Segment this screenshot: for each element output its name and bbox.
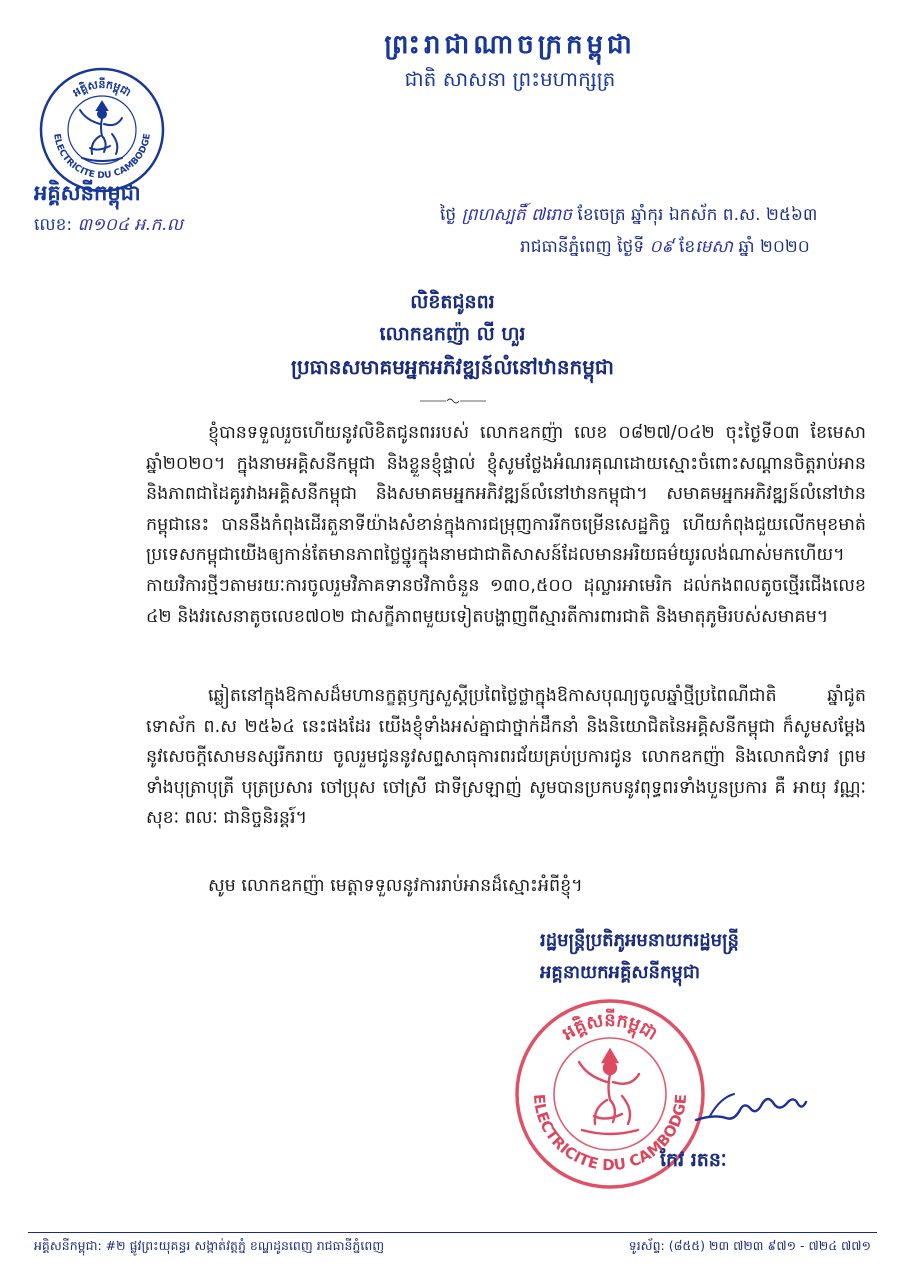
solar-month: មេសា [695,237,733,257]
signer-name: កែវ រតនៈ [660,1149,727,1171]
footer-phone: ទូរស័ព្ទ: (៨៥៥) ២៣ ៧២៣ ៩៧១ - ៧២៤ ៧៧១ [628,1238,871,1253]
solar-year: ឆ្នាំ ២០២០ [738,237,810,257]
logo-bottom-text: ELECTRICITE DU CAMBODGE [51,132,153,182]
letter-type: លិខិតជូនពរ [410,291,495,313]
footer-address: អគ្គិសនីកម្ពុជា: #២ ផ្លូវព្រះយុគន្ធរ សង្កាត់វត្តភ្នំ ខណ្ឌដូនពេញ រាជធានីភ្នំពេញ [34,1238,385,1253]
lunar-date-rest: ខែចេត្រ ឆ្នាំកុរ ឯកស័ក ព.ស. ២៥៦៣ [577,205,818,225]
solar-date-prefix: រាជធានីភ្នំពេញ ថ្ងៃទី [520,237,645,257]
svg-text:អគ្គិសនីកម្ពុជា [559,1008,661,1045]
edc-logo [38,66,166,194]
kingdom-heading: ព្រះរាជាណាចក្រកម្ពុជា [384,30,636,60]
logo-top-text: អគ្គិសនីកម្ពុជា [70,78,134,100]
body-paragraph-2: ឆ្លៀតនៅក្នុងឱកាសដ៏មហានក្ខត្តឫក្សសួស្តីប្រពៃថ្លៃថ្លាក្នុងឱកាសបុណ្យចូលឆ្នាំថ្មីប្រពៃណីជាតិ ឆ្នាំជូត ទោស័ក ព.ស ២៥៦៤ នេះផងដែរ យើងខ្ញុំទាំងអស់គ្នាជាថ្នាក់ដឹកនាំ និងនិយោជិតនៃអគ្គិសនីកម្ពុជា ក៏សូមសម្តែងនូវសេចក្តីសោមនស្សរីករាយ ចូលរួមជូននូវសព្ទសាធុការពរជ័យគ្រប់ប្រការជូន លោកឧកញ៉ា និងលោកជំទាវ ព្រមទាំងបុត្រាបុត្រី បុត្រប្រសារ ចៅប្រុស ចៅស្រី ជាទីស្រឡាញ់ សូមបានប្រកបនូវពុទ្ធពរទាំងបួនប្រការ គឺ អាយុ វណ្ណៈ សុខៈ ពលៈ ជានិច្ចនិរន្តរ៍។ [146,686,866,829]
lunar-date-day: ព្រហស្បតិ៍ ៧រោច [461,205,573,225]
recipient-name: លោកឧកញ៉ា លី ហួរ [379,323,526,345]
recipient-title: ប្រធានសមាគមអ្នកអភិវឌ្ឍន៍លំនៅឋានកម្ពុជា [291,355,614,379]
reference-number: ៣១០៤ អ.ក.ល [77,215,183,235]
footer-divider [28,1232,877,1233]
solar-date-day: ០៩ [649,237,674,257]
ornament-divider-icon [420,396,486,406]
organization-name: អគ្គិសនីកម្ពុជា [34,181,141,205]
reference-line [34,214,183,239]
stamp-bottom-text: ELECTRICITE DU CAMBODGE [529,1093,691,1175]
stamp-top-text: អគ្គិសនីកម្ពុជា [558,1010,662,1045]
lunar-date-prefix: ថ្ងៃ [440,205,457,225]
reference-label: លេខ: [34,215,73,235]
body-paragraph-1: ខ្ញុំបានទទួលរួចហើយនូវលិខិតជូនពររបស់ លោកឧកញ៉ា លេខ ០៨២៧/០៤២ ចុះថ្ងៃទី០៣ ខែមេសា ឆ្នាំ២០២០។ ក្នុងនាមអគ្គិសនីកម្ពុជា និងខ្លួនខ្ញុំផ្ទាល់ ខ្ញុំសូមថ្លែងអំណរគុណដោយស្មោះចំពោះសណ្តានចិត្តរាប់អាន និងភាពជាដៃគូរវាងអគ្គិសនីកម្ពុជា និងសមាគមអ្នកអភិវឌ្ឍន៍លំនៅឋានកម្ពុជា។ សមាគមអ្នកអភិវឌ្ឍន៍លំនៅឋានកម្ពុជានេះ បាននឹងកំពុងដើរតួនាទីយ៉ាងសំខាន់ក្នុងការជម្រុញការរីកចម្រើនសេដ្ឋកិច្ច ហើយកំពុងជួយលើកមុខមាត់ប្រទេសកម្ពុជាយើងឲ្យកាន់តែមានភាពថ្លៃថ្នូរក្នុងនាមជាជាតិសាសន៍ដែលមានអរិយធម៌យូរលង់ណាស់មកហើយ។ កាយវិការថ្មីៗតាមរយៈការចូលរួមវិភាគទានថវិកាចំនួន ១៣០,៥០០ ដុល្លារអាមេរិក ដល់កងពលតូចថ្មើរជើងលេខ ៤២ និងវរសេនាតូចលេខ៧០២ ជាសក្ខីភាពមួយទៀតបង្ហាញពីស្មារតីការពារជាតិ និងមាតុភូមិរបស់សមាគម។ [146,423,866,627]
lunar-date [440,204,880,229]
body-paragraph-3: សូម លោកឧកញ៉ា មេត្តាទទួលនូវការរាប់អានដ៏ស្មោះអំពីខ្ញុំ។ [208,876,583,896]
solar-date [520,236,880,261]
national-motto: ជាតិ សាសនា ព្រះមហាក្សត្រ [404,67,616,91]
signer-title-2: អគ្គនាយកអគ្គិសនីកម្ពុជា [540,962,700,983]
handwritten-signature [690,1080,810,1140]
solar-month-label: ខែ [679,237,696,257]
signer-title-1: រដ្ឋមន្ត្រីប្រតិភូអមនាយករដ្ឋមន្ត្រី [540,930,739,951]
svg-text:ELECTRICITE DU CAMBODGE [51,133,153,181]
